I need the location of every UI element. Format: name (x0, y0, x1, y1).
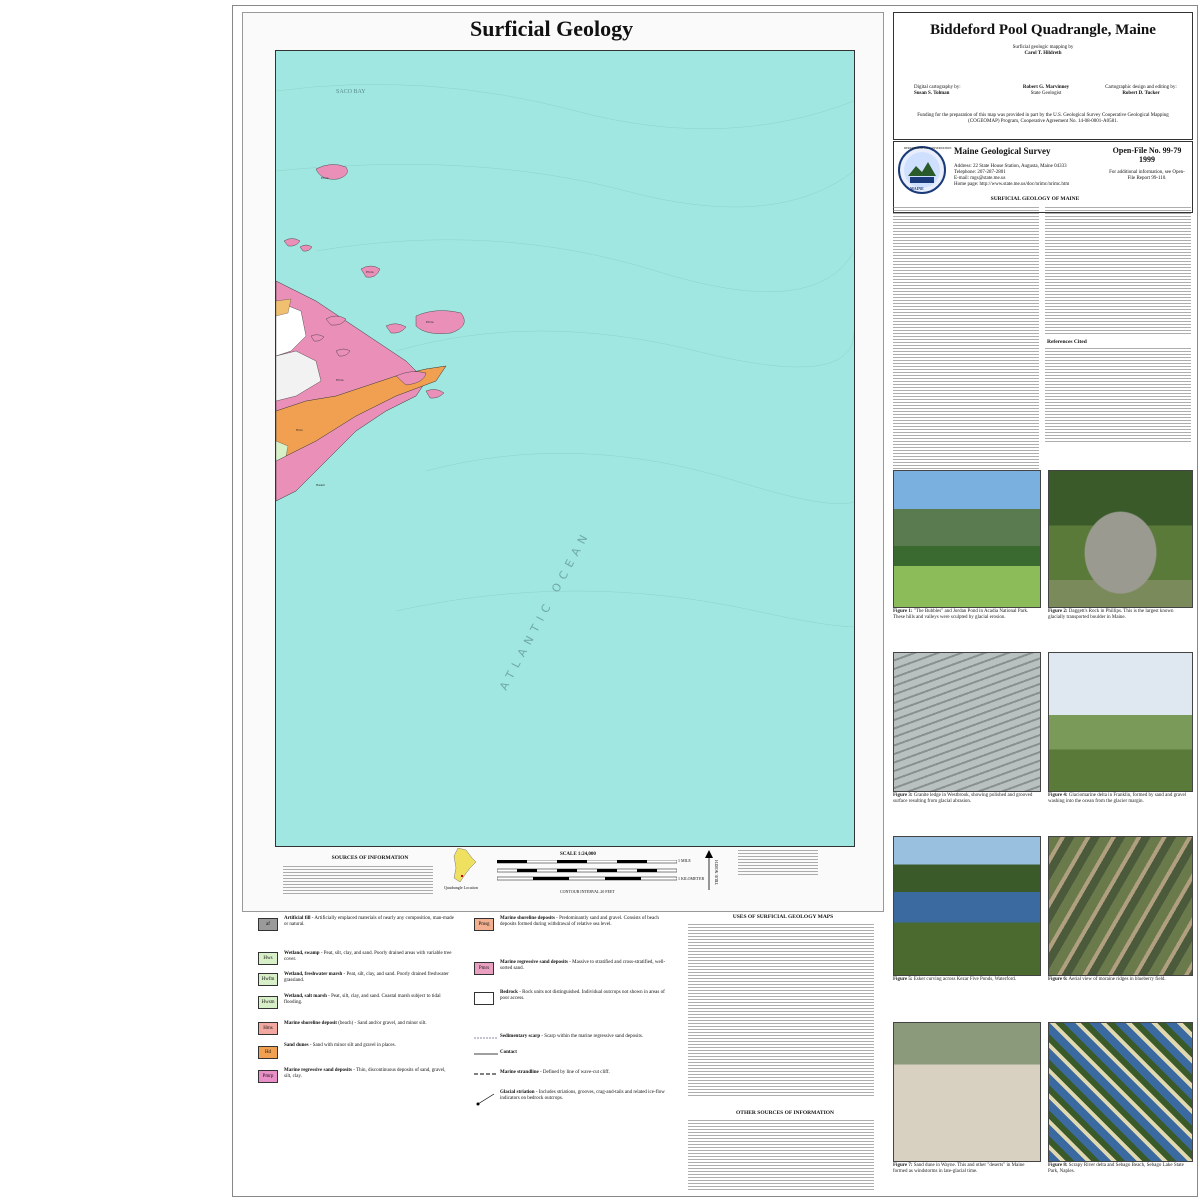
symbol-strandline-title: Marine strandline (500, 1070, 539, 1075)
ocean-label: ATLANTIC OCEAN (497, 527, 594, 693)
sources-heading: SOURCES OF INFORMATION (331, 855, 409, 861)
more-info: For additional information, see Open-File Report 99-110. (1109, 170, 1185, 181)
figure-4-label: Figure 4: (1048, 793, 1068, 798)
references-heading: References Cited (1047, 339, 1087, 345)
map-canvas (276, 51, 854, 846)
legend-hd-text: - Sand with minor silt and gravel in places. (309, 1043, 396, 1048)
legend-swatch-hwsm: Hwsm (258, 996, 278, 1009)
legend-pmrs-title: Marine regressive sand deposits (500, 960, 569, 965)
figure-1-caption: "The Bubbles" and Jordan Pond in Acadia National Park. These hills and valleys were sculpted by glacial erosion. (893, 609, 1029, 620)
geologic-map[interactable] (275, 50, 855, 847)
survey-block (893, 141, 1193, 213)
figure-6-photo (1048, 836, 1193, 976)
figure-7-photo (893, 1022, 1041, 1162)
sources-text (283, 866, 433, 894)
true-north-label: TRUE NORTH (714, 860, 719, 885)
uses-heading: USES OF SURFICIAL GEOLOGY MAPS (732, 914, 834, 920)
survey-home-page: Home page: http://www.state.me.us/doc/nrimc/nrimc.htm (954, 182, 1070, 187)
carto-name: Robert D. Tucker (1122, 91, 1160, 96)
digital-label: Digital cartography by: (914, 85, 961, 90)
figure-6-label: Figure 6: (1048, 977, 1068, 982)
mapping-label: Surficial geologic mapping by (1012, 45, 1074, 50)
figure-3-photo (893, 652, 1041, 792)
figure-6-caption: Aerial view of moraine ridges in blueberry field. (1068, 977, 1166, 982)
svg-text:Hwsm: Hwsm (316, 483, 326, 487)
figure-7-label: Figure 7: (893, 1163, 913, 1168)
other-sources-heading: OTHER SOURCES OF INFORMATION (736, 1110, 834, 1116)
legend-pmsg-title: Marine shoreline deposits (500, 916, 555, 921)
seal-state: MAINE (910, 186, 924, 191)
surficial-geology-heading: SURFICIAL GEOLOGY OF MAINE (990, 196, 1080, 202)
symbol-scarp-title: Sedimentary scarp (500, 1034, 541, 1039)
legend-swatch-bedrock (474, 992, 494, 1005)
figure-5-label: Figure 5: (893, 977, 913, 982)
uses-text (688, 924, 874, 1098)
symbol-striation-text: - Includes striations, grooves, crag-and-tails and related ice-flow indicators on bedrock outcrops. (500, 1090, 665, 1101)
legend-hwsm-text: - Peat, silt, clay, and sand. Coastal marsh subject to tidal flooding. (284, 994, 441, 1005)
legend-bedrock-text: - Rock units not distinguished. Individual outcrops not shown in areas of poor access. (500, 990, 665, 1001)
legend-hwfm-title: Wetland, freshwater marsh (284, 972, 343, 977)
figure-8-photo (1048, 1022, 1193, 1162)
figure-4-photo (1048, 652, 1193, 792)
symbol-scarp-text: - Scarp within the marine regressive sand deposits. (541, 1034, 644, 1039)
survey-address: Address: 22 State House Station, Augusta, Maine 04333 (954, 164, 1067, 169)
svg-text:Pmrs: Pmrs (366, 270, 374, 274)
seal-text: DEPARTMENT OF CONSERVATION (904, 146, 952, 150)
km-label: 1 KILOMETER (678, 876, 705, 881)
carto-label: Cartographic design and editing by: (1105, 85, 1177, 90)
surficial-text-col1 (893, 207, 1039, 469)
figure-4-caption: Glaciomarine delta in Franklin, formed by sand and gravel washing into the ocean from the glacier margin. (1048, 793, 1187, 804)
svg-text:Pmrs: Pmrs (336, 378, 344, 382)
map-title: Surficial Geology (470, 16, 634, 41)
open-file-number: Open-File No. 99-79 (1112, 146, 1182, 155)
figure-8-label: Figure 8: (1048, 1163, 1068, 1168)
figure-8-caption: Scrapy River delta and Sebago Beach, Sebago Lake State Park, Naples. (1048, 1163, 1184, 1174)
contour-interval: CONTOUR INTERVAL 20 FEET (560, 889, 615, 894)
legend-pmrp-text: - Thin, discontinuous deposits of sand, gravel, silt, clay. (284, 1068, 446, 1079)
figure-2-label: Figure 2: (1048, 609, 1068, 614)
legend-hws-title: Wetland, swamp (284, 951, 320, 956)
survey-email: E-mail: mgs@state.me.us (954, 176, 1006, 181)
mapper-name: Carol T. Hildreth (1024, 51, 1062, 56)
open-file-year: 1999 (1139, 155, 1155, 164)
legend-swatch-hwfm: Hwfm (258, 973, 278, 986)
svg-text:Pmrs: Pmrs (426, 320, 434, 324)
quad-location-label: Quadrangle Location (444, 885, 478, 890)
figure-5-photo (893, 836, 1041, 976)
survey-name: Maine Geological Survey (954, 146, 1051, 156)
maine-locator-map (450, 848, 476, 882)
legend-swatch-hws: Hws (258, 952, 278, 965)
legend-swatch-pmrs: Pmrs (474, 962, 494, 975)
scale-bar (497, 860, 677, 882)
state-geologist-title: State Geologist (1030, 91, 1062, 96)
scale-label: SCALE 1:24,000 (560, 852, 596, 857)
legend-pmrs-text: - Massive to stratified and cross-stratified, well-sorted sand. (500, 960, 666, 971)
figure-3-label: Figure 3: (893, 793, 913, 798)
legend-hwsm-title: Wetland, salt marsh (284, 994, 327, 999)
survey-telephone: Telephone: 207-287-2801 (954, 170, 1006, 175)
topographic-base-note (738, 850, 818, 876)
legend-af-text: - Artificially emplaced materials of nearly any composition, man-made or natural. (284, 916, 454, 927)
figure-1-label: Figure 1: (893, 609, 913, 614)
legend-af-title: Artificial fill (284, 916, 311, 921)
symbol-striation-title: Glacial striation (500, 1090, 535, 1095)
mile-label: 1 MILE (678, 858, 691, 863)
quadrangle-title: Biddeford Pool Quadrangle, Maine (930, 22, 1156, 38)
legend-swatch-hd: Hd (258, 1046, 278, 1059)
digital-name: Susan S. Tolman (914, 91, 950, 96)
legend-swatch-pmsg: Pmsg (474, 918, 494, 931)
legend-swatch-pmrp: Pmrp (258, 1070, 278, 1083)
state-geologist-name: Robert G. Marvinney (1022, 85, 1070, 90)
legend-hms-title: Marine shoreline deposit (284, 1021, 337, 1026)
svg-text:Hms: Hms (296, 428, 303, 432)
symbol-contact-title: Contact (500, 1050, 517, 1055)
other-sources-text (688, 1120, 874, 1192)
symbol-lines (474, 1034, 498, 1124)
symbol-strandline-text: - Defined by line of wave-cut cliff. (540, 1070, 610, 1075)
figure-1-photo (893, 470, 1041, 608)
funding-note: Funding for the preparation of this map was provided in part by the U.S. Geological Survey Cooperative Geological Mapping (COGEOMAP) Program, Cooperative Agreement No. 14-08-0001-A0581. (917, 113, 1169, 124)
legend-hwfm-text: - Peat, silt, clay, and sand. Poorly drained freshwater grassland. (284, 972, 449, 983)
legend-swatch-hms: Hms (258, 1022, 278, 1035)
svg-text:Pmrs: Pmrs (321, 176, 329, 180)
legend-pmrp-title: Marine regressive sand deposits (284, 1068, 353, 1073)
figure-2-photo (1048, 470, 1193, 608)
legend-hws-text: - Peat, silt, clay, and sand. Poorly drained areas with variable tree cover. (284, 951, 452, 962)
figure-5-caption: Esker curving across Kezar Five Ponds, Waterford. (913, 977, 1017, 982)
references-text (1045, 348, 1191, 444)
legend-hms-text: (beach) - Sand and/or gravel, and minor silt. (338, 1021, 427, 1026)
figure-2-caption: Daggett's Rock in Phillips. This is the largest known glacially transported boulder in Maine. (1048, 609, 1174, 620)
figure-7-caption: Sand dune in Wayne. This and other "deserts" in Maine formed as windstorms in late-glacial time. (893, 1163, 1025, 1174)
surficial-text-col2 (1045, 207, 1191, 335)
legend-swatch-af: af (258, 918, 278, 931)
title-block (893, 12, 1193, 140)
saco-bay-label: SACO BAY (336, 89, 366, 95)
legend-hd-title: Sand dunes (284, 1043, 309, 1048)
figure-3-caption: Granite ledge in Westbrook, showing polished and grooved surface resulting from glacial abrasion. (893, 793, 1033, 804)
legend-pmsg-text: - Predominantly sand and gravel. Consists of beach deposits formed during withdrawal of relative sea level. (500, 916, 659, 927)
legend-bedrock-title: Bedrock (500, 990, 518, 995)
